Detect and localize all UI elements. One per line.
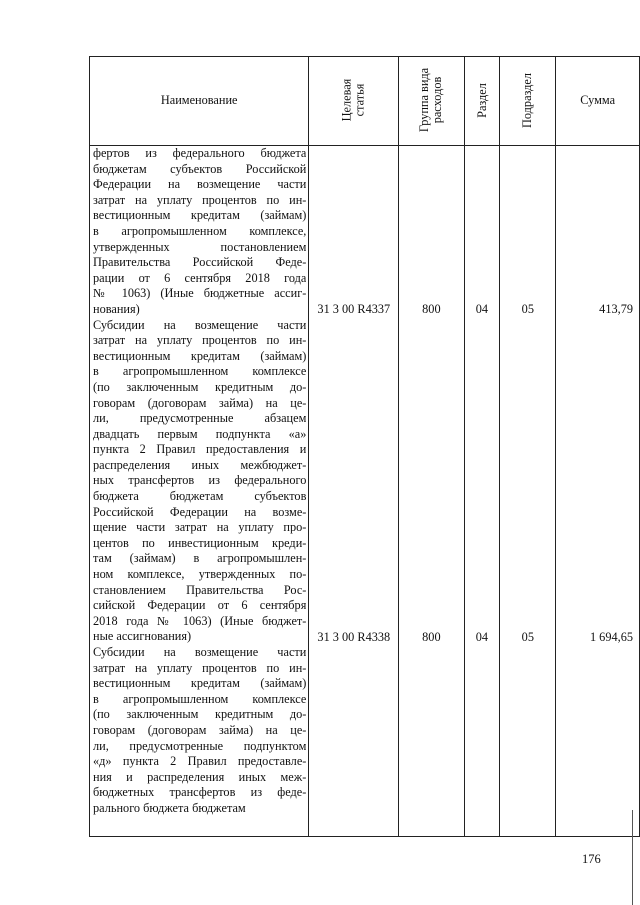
row-1-text-line: становлением Правительства Рос- xyxy=(93,582,307,597)
row-1-text-line: вестиционным кредитам (займам) xyxy=(93,348,307,363)
row-1-text-line: ном комплексе, утвержденных по- xyxy=(93,567,307,582)
row-0-text-line: фертов из федерального бюджета xyxy=(93,146,307,160)
name-text xyxy=(93,146,306,817)
scan-edge-line xyxy=(632,810,633,905)
row-1-text-line: бюджета бюджетам субъектов xyxy=(93,489,307,504)
row-1-text-line: затрат на уплату процентов по ин- xyxy=(93,333,307,348)
row-0-code: 31 3 00 R4337 xyxy=(317,302,391,316)
header-row xyxy=(90,57,640,146)
name-column xyxy=(90,146,309,837)
row-2-text-line: ли, предусмотренные подпунктом xyxy=(93,738,307,753)
header-section: Раздел xyxy=(464,57,500,146)
row-2-text-line: затрат на уплату процентов по ин- xyxy=(93,660,307,675)
row-1-sum: 1 694,65 xyxy=(589,629,633,644)
row-0-text-line: Правительства Российской Феде- xyxy=(93,255,307,270)
row-2-text-line: говорам (договорам займа) на це- xyxy=(93,722,307,737)
row-1-text-line: там (займам) в агропромышлен- xyxy=(93,551,307,566)
row-0-text-line: рации от 6 сентября 2018 года xyxy=(93,270,307,285)
row-0-text-line: Федерации на возмещение части xyxy=(93,177,307,192)
row-1-text-line: ли, предусмотренные абзацем xyxy=(93,411,307,426)
row-1-text-line: сийской Федерации от 6 сентября xyxy=(93,598,307,613)
row-0-section: 04 xyxy=(475,302,489,316)
header-subsection: Подраздел xyxy=(500,57,556,146)
row-0-text-line: утвержденных постановлением xyxy=(93,239,307,254)
row-1-subsection: 05 xyxy=(521,629,534,644)
row-1-text-line: Российской Федерации на возме- xyxy=(93,504,307,519)
budget-table xyxy=(89,56,640,837)
row-2-text-line: ния и распределения иных меж- xyxy=(93,769,307,784)
header-sum: Сумма xyxy=(556,57,640,146)
row-2-text-line: в агропромышленном комплексе xyxy=(93,691,307,706)
page-number: 176 xyxy=(582,852,601,866)
code-column xyxy=(309,146,399,837)
row-1-text-line: говорам (договорам займа) на це- xyxy=(93,395,307,410)
row-1-text-line: Субсидии на возмещение части xyxy=(93,317,307,332)
row-1-text-line: ные ассигнования) xyxy=(93,629,192,644)
row-1-code: 31 3 00 R4338 xyxy=(317,629,391,644)
row-1-text-line: 2018 года № 1063) (Иные бюджет- xyxy=(93,613,307,628)
row-0-sum: 413,79 xyxy=(599,302,633,316)
row-0-text-line: затрат на уплату процентов по ин- xyxy=(93,192,307,207)
row-1-text-line: пункта 2 Правил предоставления и xyxy=(93,442,307,457)
row-1-section: 04 xyxy=(475,629,489,644)
row-1-text-line: распределения иных межбюджет- xyxy=(93,457,307,472)
row-2-text-line: вестиционным кредитам (займам) xyxy=(93,676,307,691)
row-0-text-line: № 1063) (Иные бюджетные ассиг- xyxy=(93,286,307,301)
header-expense-group: Группа вида расходов xyxy=(399,57,464,146)
row-1-text-line: в агропромышленном комплексе xyxy=(93,364,307,379)
section-column xyxy=(464,146,500,837)
header-target-article: Целевая статья xyxy=(309,57,399,146)
header-name: Наименование xyxy=(90,57,309,146)
row-1-text-line: ных трансфертов из федерального xyxy=(93,473,307,488)
row-0-text-line: вестиционным кредитам (займам) xyxy=(93,208,307,223)
row-1-text-line: (по заключенным кредитным до- xyxy=(93,379,307,394)
row-0-text-line: в агропромышленном комплексе, xyxy=(93,223,307,238)
row-1-text-line: щение части затрат на уплату про- xyxy=(93,520,307,535)
row-0-subsection: 05 xyxy=(521,302,534,316)
row-0-text-line: нования) xyxy=(93,301,140,316)
row-1-group: 800 xyxy=(422,629,441,644)
row-1-text-line: центов по инвестиционным креди- xyxy=(93,535,307,550)
row-2-text-line: (по заключенным кредитным до- xyxy=(93,707,307,722)
row-2-text-line: «д» пункта 2 Правил предоставле- xyxy=(93,754,307,769)
row-2-text-line: бюджетных трансфертов из феде- xyxy=(93,785,307,800)
row-2-text-line: Субсидии на возмещение части xyxy=(93,645,307,659)
row-0-text-line: бюджетам субъектов Российской xyxy=(93,161,307,176)
row-2-text-line: рального бюджета бюджетам xyxy=(93,800,246,815)
subsection-column xyxy=(500,146,556,837)
row-0-group: 800 xyxy=(422,302,441,316)
sum-column xyxy=(556,146,640,837)
row-1-text-line: двадцать первым подпункта «а» xyxy=(93,426,307,441)
table-body-row xyxy=(90,146,640,837)
group-column xyxy=(399,146,464,837)
